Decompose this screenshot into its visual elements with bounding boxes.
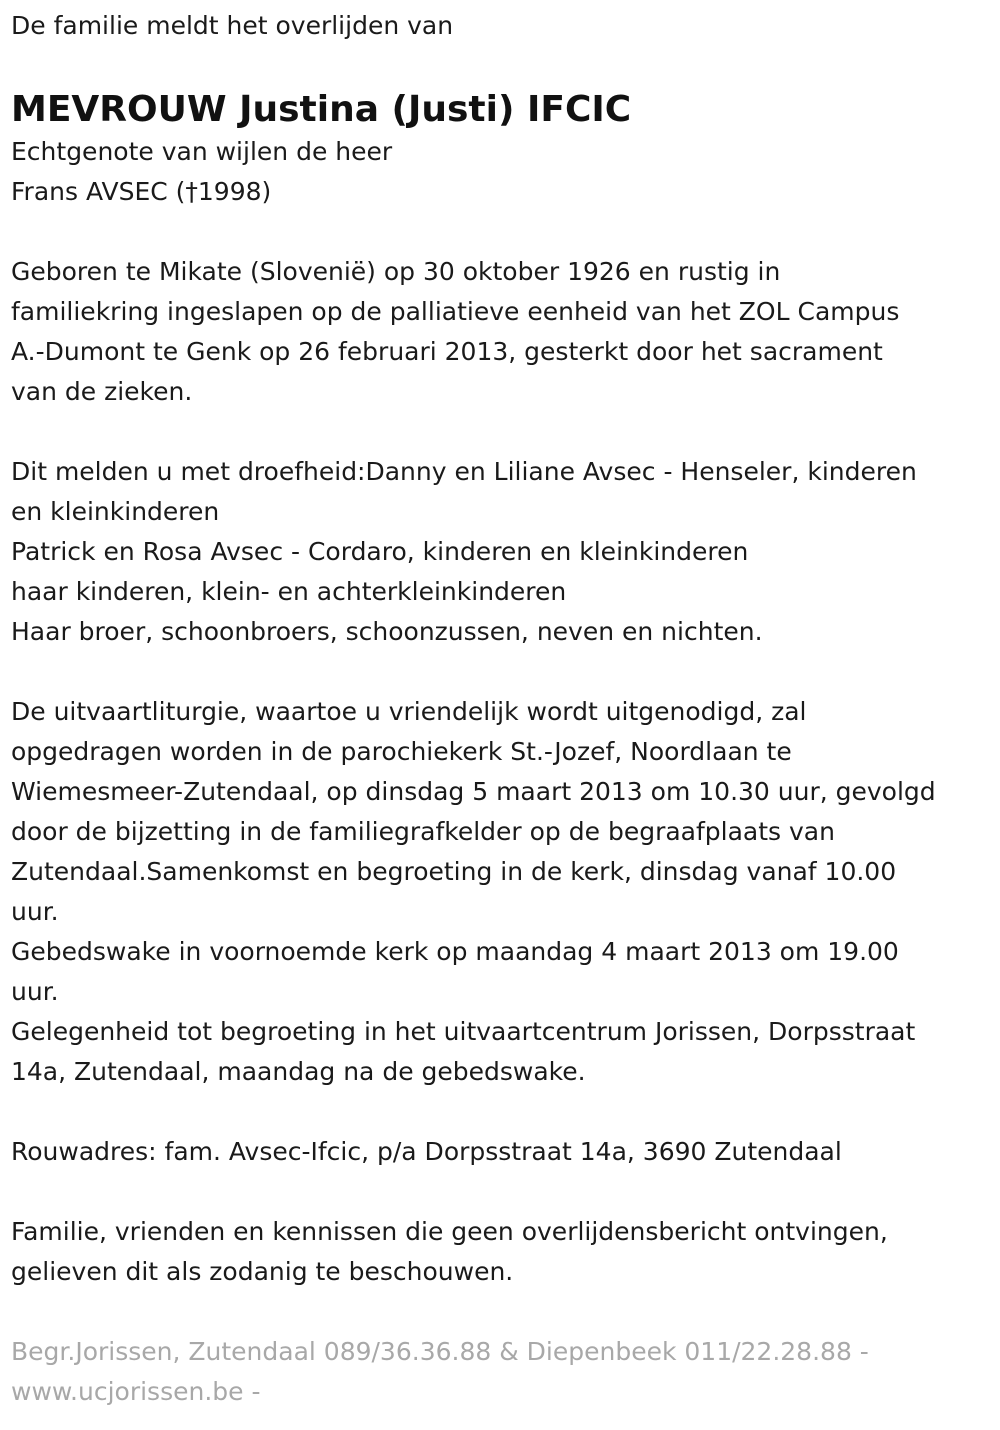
paragraph-line: uur. <box>11 977 59 1006</box>
paragraph-line: Geboren te Mikate (Slovenië) op 30 oktober 1926 en rustig in <box>11 257 781 286</box>
spacer <box>11 1292 990 1332</box>
footer-line: www.ucjorissen.be - <box>11 1377 261 1406</box>
footer-line: Begr.Jorissen, Zutendaal 089/36.36.88 & Diepenbeek 011/22.28.88 - <box>11 1337 869 1366</box>
funeral-paragraph <box>11 692 990 1092</box>
mourning-address: Rouwadres: fam. Avsec-Ifcic, p/a Dorpsstraat 14a, 3690 Zutendaal <box>11 1137 842 1166</box>
spacer <box>11 412 990 452</box>
funeral-home-footer <box>11 1332 990 1412</box>
paragraph-line: Gelegenheid tot begroeting in het uitvaartcentrum Jorissen, Dorpsstraat <box>11 1017 916 1046</box>
paragraph-line: Dit melden u met droefheid:Danny en Liliane Avsec - Henseler, kinderen <box>11 457 917 486</box>
paragraph-line: 14a, Zutendaal, maandag na de gebedswake. <box>11 1057 586 1086</box>
spacer <box>11 46 990 86</box>
paragraph-line: De uitvaartliturgie, waartoe u vriendelijk wordt uitgenodigd, zal <box>11 697 807 726</box>
spouse-line-2: Frans AVSEC (†1998) <box>11 177 272 206</box>
paragraph-line: haar kinderen, klein- en achterkleinkinderen <box>11 577 567 606</box>
birth-death-paragraph <box>11 252 990 412</box>
paragraph-line: Wiemesmeer-Zutendaal, op dinsdag 5 maart 2013 om 10.30 uur, gevolgd <box>11 777 936 806</box>
paragraph-line: gelieven dit als zodanig te beschouwen. <box>11 1257 514 1286</box>
paragraph-line: Zutendaal.Samenkomst en begroeting in de kerk, dinsdag vanaf 10.00 <box>11 857 897 886</box>
spacer <box>11 1172 990 1212</box>
paragraph-line: Gebedswake in voornoemde kerk op maandag 4 maart 2013 om 19.00 <box>11 937 899 966</box>
deceased-name: MEVROUW Justina (Justi) IFCIC <box>11 89 632 130</box>
spouse-line-1: Echtgenote van wijlen de heer <box>11 137 393 166</box>
intro-text: De familie meldt het overlijden van <box>11 11 454 40</box>
paragraph-line: Haar broer, schoonbroers, schoonzussen, neven en nichten. <box>11 617 763 646</box>
paragraph-line: Familie, vrienden en kennissen die geen overlijdensbericht ontvingen, <box>11 1217 888 1246</box>
paragraph-line: Patrick en Rosa Avsec - Cordaro, kinderen en kleinkinderen <box>11 537 749 566</box>
paragraph-line: van de zieken. <box>11 377 193 406</box>
spacer <box>11 1092 990 1132</box>
spacer <box>11 652 990 692</box>
notice-paragraph <box>11 1212 990 1292</box>
paragraph-line: A.-Dumont te Genk op 26 februari 2013, gesterkt door het sacrament <box>11 337 883 366</box>
paragraph-line: uur. <box>11 897 59 926</box>
paragraph-line: familiekring ingeslapen op de palliatieve eenheid van het ZOL Campus <box>11 297 900 326</box>
paragraph-line: door de bijzetting in de familiegrafkelder op de begraafplaats van <box>11 817 835 846</box>
paragraph-line: opgedragen worden in de parochiekerk St.-Jozef, Noordlaan te <box>11 737 792 766</box>
spacer <box>11 212 990 252</box>
paragraph-line: en kleinkinderen <box>11 497 220 526</box>
mourners-paragraph <box>11 452 990 652</box>
